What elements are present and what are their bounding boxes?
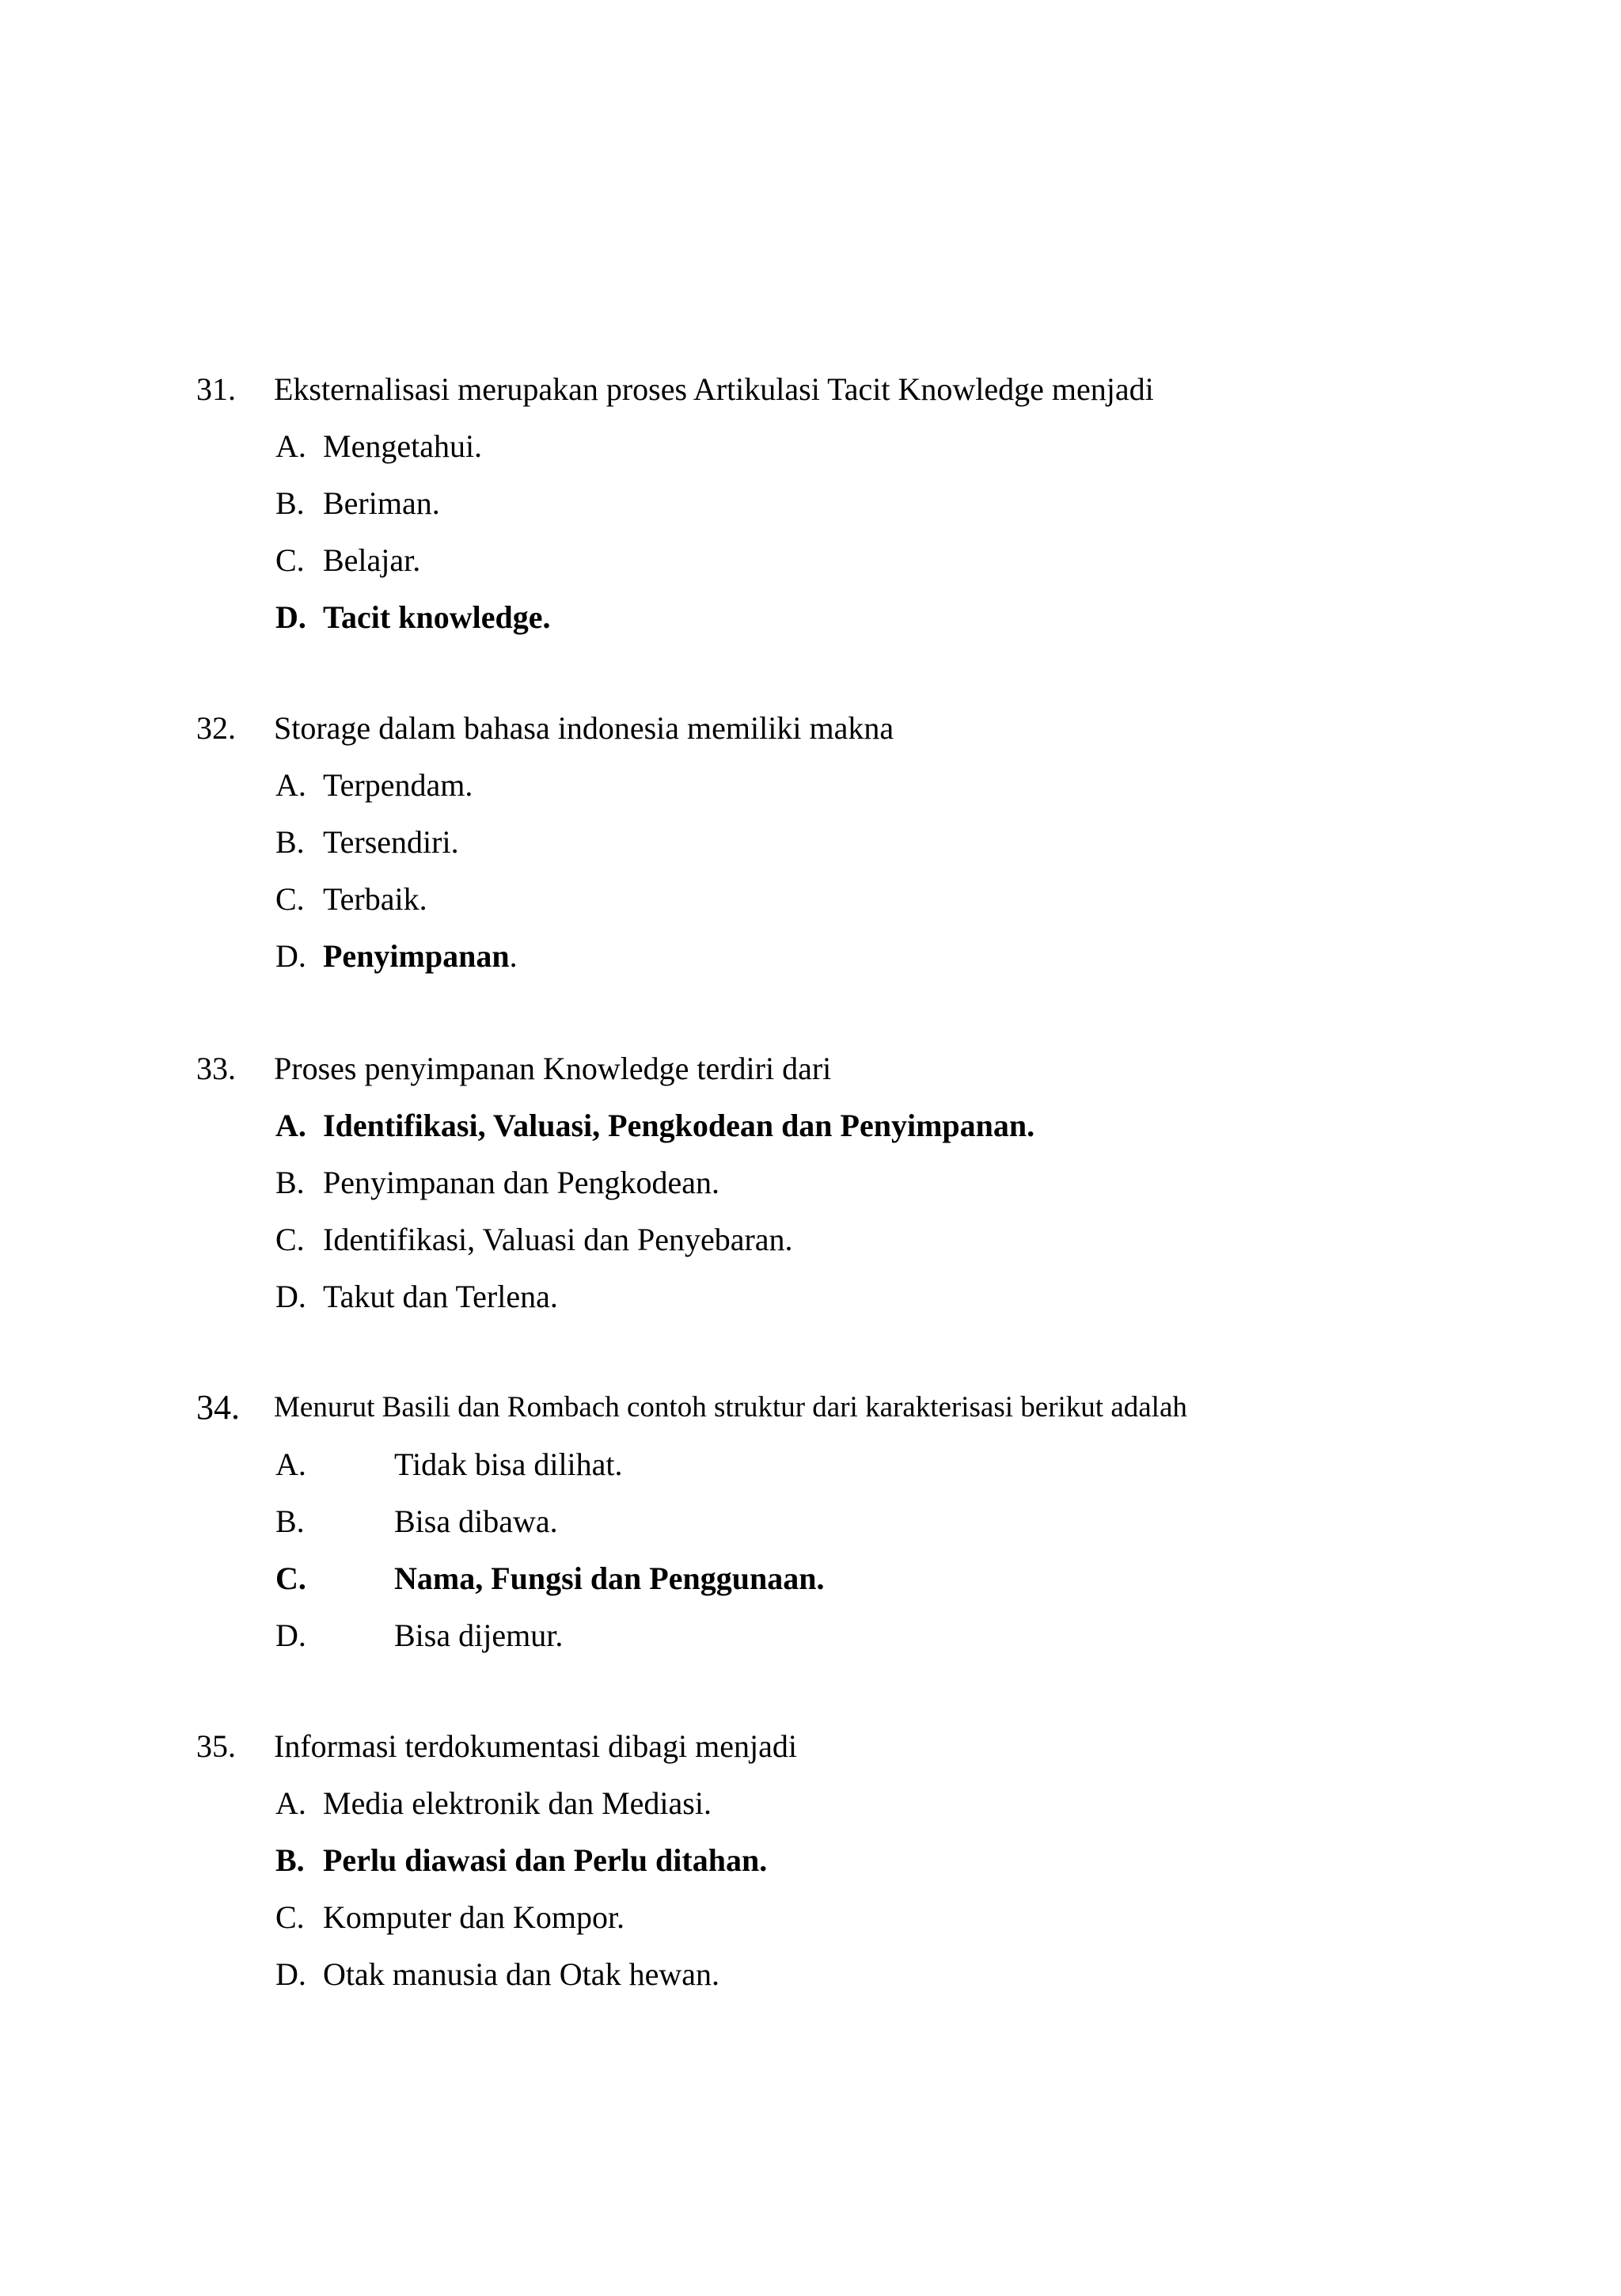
- question-number: 32.: [196, 710, 236, 746]
- option-letter: B.: [275, 485, 305, 521]
- option-letter: D.: [275, 1279, 306, 1314]
- question-text: Proses penyimpanan Knowledge terdiri dari: [274, 1051, 832, 1086]
- option-c: [196, 1211, 1431, 1268]
- option-text: Identifikasi, Valuasi, Pengkodean dan Penyimpanan.: [323, 1108, 1035, 1143]
- question-stem: [196, 361, 1431, 418]
- option-text: Mengetahui.: [323, 428, 483, 464]
- option-letter: C.: [275, 542, 305, 578]
- option-b: [196, 475, 1431, 532]
- option-text: Komputer dan Kompor.: [323, 1899, 625, 1935]
- option-letter: D.: [275, 599, 306, 635]
- option-a: [196, 757, 1431, 814]
- question-number: 35.: [196, 1728, 236, 1764]
- option-text: Terbaik.: [323, 881, 427, 917]
- option-a-correct-answer: [196, 1097, 1431, 1154]
- question-33: [196, 1040, 1431, 1325]
- option-text: Media elektronik dan Mediasi.: [323, 1785, 712, 1821]
- question-text: Storage dalam bahasa indonesia memiliki makna: [274, 710, 894, 746]
- option-text: Tersendiri.: [323, 824, 459, 860]
- option-d-correct-answer: [196, 589, 1431, 646]
- question-34: [196, 1379, 1431, 1664]
- option-b: [196, 1493, 1431, 1550]
- option-text: [323, 928, 518, 985]
- option-text-suffix: .: [509, 938, 518, 974]
- option-letter: B.: [275, 1503, 305, 1539]
- option-letter: A.: [275, 1446, 306, 1482]
- option-d-correct-answer: [196, 928, 1431, 985]
- option-letter: A.: [275, 767, 306, 803]
- question-stem: [196, 1040, 1431, 1097]
- option-letter: B.: [275, 1842, 305, 1878]
- option-b-correct-answer: [196, 1832, 1431, 1889]
- question-stem: [196, 1379, 1431, 1436]
- question-number: 31.: [196, 371, 236, 407]
- question-text: Menurut Basili dan Rombach contoh struktur dari karakterisasi berikut adalah: [274, 1391, 1187, 1424]
- option-d: [196, 1268, 1431, 1325]
- option-text: Tidak bisa dilihat.: [394, 1446, 623, 1482]
- question-number: 34.: [196, 1388, 240, 1427]
- question-stem: [196, 1718, 1431, 1775]
- option-text: Bisa dibawa.: [394, 1503, 558, 1539]
- option-letter: A.: [275, 1785, 306, 1821]
- question-35: [196, 1718, 1431, 2003]
- option-text: Perlu diawasi dan Perlu ditahan.: [323, 1842, 768, 1878]
- option-text: Beriman.: [323, 485, 440, 521]
- option-text-bold: Penyimpanan: [323, 938, 510, 974]
- option-text: Belajar.: [323, 542, 421, 578]
- option-letter: B.: [275, 1165, 305, 1200]
- option-c: [196, 1889, 1431, 1946]
- option-letter: D.: [275, 1617, 306, 1653]
- question-31: [196, 361, 1431, 646]
- option-text: Otak manusia dan Otak hewan.: [323, 1956, 719, 1992]
- option-letter: C.: [275, 1222, 305, 1257]
- option-letter: C.: [275, 1899, 305, 1935]
- option-letter: D.: [275, 938, 306, 974]
- option-a: [196, 1436, 1431, 1493]
- option-text: Takut dan Terlena.: [323, 1279, 558, 1314]
- option-d: [196, 1607, 1431, 1664]
- option-b: [196, 1154, 1431, 1211]
- question-number: 33.: [196, 1051, 236, 1086]
- option-letter: C.: [275, 1560, 306, 1596]
- option-letter: A.: [275, 428, 306, 464]
- question-stem: [196, 700, 1431, 757]
- question-32: [196, 700, 1431, 985]
- option-text: Tacit knowledge.: [323, 599, 551, 635]
- option-letter: A.: [275, 1108, 306, 1143]
- option-d: [196, 1946, 1431, 2003]
- option-text: Bisa dijemur.: [394, 1617, 564, 1653]
- option-text: Penyimpanan dan Pengkodean.: [323, 1165, 719, 1200]
- option-letter: D.: [275, 1956, 306, 1992]
- option-text: Terpendam.: [323, 767, 473, 803]
- option-text: Identifikasi, Valuasi dan Penyebaran.: [323, 1222, 793, 1257]
- option-c-correct-answer: [196, 1550, 1431, 1607]
- option-c: [196, 532, 1431, 589]
- option-c: [196, 871, 1431, 928]
- option-text: Nama, Fungsi dan Penggunaan.: [394, 1560, 825, 1596]
- option-b: [196, 814, 1431, 871]
- option-letter: C.: [275, 881, 305, 917]
- question-text: Informasi terdokumentasi dibagi menjadi: [274, 1728, 797, 1764]
- option-a: [196, 1775, 1431, 1832]
- option-letter: B.: [275, 824, 305, 860]
- option-a: [196, 418, 1431, 475]
- question-text: Eksternalisasi merupakan proses Artikulasi Tacit Knowledge menjadi: [274, 371, 1154, 407]
